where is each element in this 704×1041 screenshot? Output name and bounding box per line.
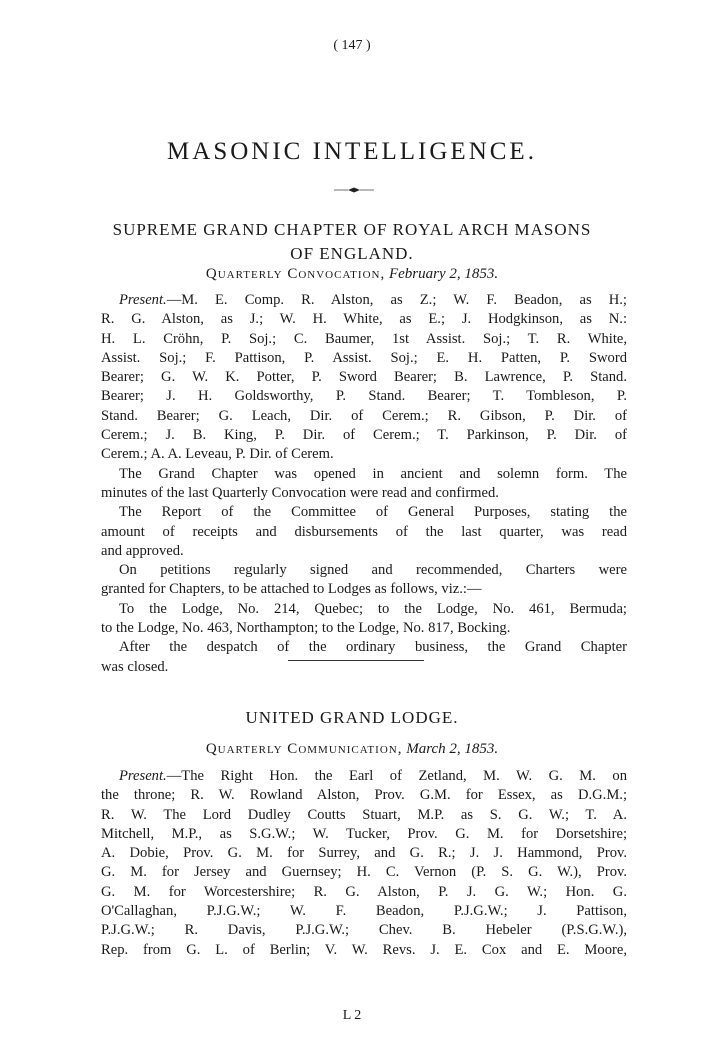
- section-1-body: [101, 291, 627, 677]
- signature-mark: L 2: [342, 1008, 362, 1023]
- paragraph-line: [101, 638, 627, 657]
- line-text: Cerem.; A. A. Leveau, P. Dir. of Cerem.: [101, 446, 334, 463]
- line-text: P.J.G.W.; R. Davis, P.J.G.W.; Chev. B. Hebeler (P.S.G.W.),: [101, 922, 627, 939]
- line-text: amount of receipts and disbursements of the last quarter, was read: [101, 523, 627, 540]
- paragraph-line: [101, 786, 627, 805]
- subheading-date: February 2, 1853.: [388, 266, 499, 282]
- line-text: Mitchell, M.P., as S.G.W.; W. Tucker, Prov. G. M. for Dorsetshire;: [101, 825, 627, 842]
- line-text: Rep. from G. L. of Berlin; V. W. Revs. J. E. Cox and E. Moore,: [101, 941, 627, 958]
- line-text: minutes of the last Quarterly Convocation were read and confirmed.: [101, 484, 499, 501]
- line-text: Bearer; J. H. Goldsworthy, P. Stand. Bearer; T. Tombleson, P.: [101, 388, 627, 405]
- paragraph-line: [101, 806, 627, 825]
- heading-line: UNITED GRAND LODGE.: [245, 708, 459, 727]
- line-text: Assist. Soj.; F. Pattison, P. Assist. Soj.; E. H. Patten, P. Sword: [101, 349, 627, 366]
- paragraph-line: [101, 465, 627, 484]
- paragraph-line: [101, 330, 627, 349]
- line-text: On petitions regularly signed and recommended, Charters were: [119, 562, 627, 579]
- paragraph-line: [101, 863, 627, 882]
- line-text: granted for Chapters, to be attached to Lodges as follows, viz.:—: [101, 581, 482, 598]
- paragraph-line: [101, 542, 627, 561]
- section-1-heading: [0, 218, 704, 266]
- paragraph-line: [101, 941, 627, 960]
- line-text: O'Callaghan, P.J.G.W.; W. F. Beadon, P.J.G.W.; J. Pattison,: [101, 903, 627, 920]
- paragraph-lead: Present.: [119, 768, 167, 784]
- paragraph-line: [101, 291, 627, 310]
- paragraph-line: [101, 580, 627, 599]
- heading-line: SUPREME GRAND CHAPTER OF ROYAL ARCH MASONS: [112, 220, 592, 239]
- page-title: MASONIC INTELLIGENCE.: [167, 138, 537, 165]
- line-text: The Report of the Committee of General Purposes, stating the: [119, 504, 627, 521]
- paragraph-line: [101, 902, 627, 921]
- paragraph-line: [101, 767, 627, 786]
- line-text: A. Dobie, Prov. G. M. for Surrey, and G. R.; J. J. Hammond, Prov.: [101, 845, 627, 862]
- paragraph-line: [101, 407, 627, 426]
- ornament-divider-icon: [334, 187, 374, 193]
- section-2-subheading: [0, 741, 704, 758]
- paragraph-line: [101, 368, 627, 387]
- line-text: —M. E. Comp. R. Alston, as Z.; W. F. Beadon, as H.;: [166, 292, 627, 308]
- subheading-caps: Quarterly Convocation,: [205, 266, 386, 282]
- line-text: Bearer; G. W. K. Potter, P. Sword Bearer; B. Lawrence, P. Stand.: [101, 369, 627, 386]
- line-text: After the despatch of the ordinary business, the Grand Chapter: [119, 639, 627, 656]
- paragraph-line: [101, 921, 627, 940]
- paragraph-line: [101, 523, 627, 542]
- subheading-caps: Quarterly Communication,: [205, 741, 403, 757]
- paragraph-line: [101, 484, 627, 503]
- paragraph-lead: Present.: [119, 292, 167, 308]
- paragraph-line: [101, 445, 627, 464]
- section-2-heading: [0, 706, 704, 730]
- paragraph-line: [101, 619, 627, 638]
- paragraph-line: [101, 825, 627, 844]
- line-text: R. G. Alston, as J.; W. H. White, as E.; J. Hodgkinson, as N.:: [101, 311, 627, 328]
- heading-line: OF ENGLAND.: [290, 244, 414, 263]
- section-divider: [288, 660, 424, 661]
- paragraph-line: [101, 387, 627, 406]
- section-2-body: [101, 767, 627, 960]
- paragraph-line: [101, 349, 627, 368]
- line-text: Cerem.; J. B. King, P. Dir. of Cerem.; T. Parkinson, P. Dir. of: [101, 427, 627, 444]
- page-number: ( 147 ): [333, 38, 371, 53]
- paragraph-line: [101, 600, 627, 619]
- line-text: The Grand Chapter was opened in ancient and solemn form. The: [119, 465, 627, 482]
- line-text: G. M. for Jersey and Guernsey; H. C. Vernon (P. S. G. W.), Prov.: [101, 864, 627, 881]
- paragraph-line: [101, 883, 627, 902]
- subheading-date: March 2, 1853.: [406, 741, 499, 757]
- paragraph-line: [101, 503, 627, 522]
- line-text: Stand. Bearer; G. Leach, Dir. of Cerem.; R. Gibson, P. Dir. of: [101, 407, 627, 424]
- line-text: and approved.: [101, 542, 184, 559]
- paragraph-line: [101, 310, 627, 329]
- section-1-subheading: [0, 266, 704, 283]
- line-text: to the Lodge, No. 463, Northampton; to the Lodge, No. 817, Bocking.: [101, 620, 511, 637]
- line-text: R. W. The Lord Dudley Coutts Stuart, M.P. as S. G. W.; T. A.: [101, 806, 627, 823]
- paragraph-line: [101, 561, 627, 580]
- line-text: G. M. for Worcestershire; R. G. Alston, P. J. G. W.; Hon. G.: [101, 883, 627, 900]
- line-text: was closed.: [101, 658, 169, 675]
- line-text: H. L. Cröhn, P. Soj.; C. Baumer, 1st Assist. Soj.; T. R. White,: [101, 330, 627, 347]
- paragraph-line: [101, 844, 627, 863]
- line-text: —The Right Hon. the Earl of Zetland, M. W. G. M. on: [166, 768, 627, 784]
- line-text: To the Lodge, No. 214, Quebec; to the Lodge, No. 461, Bermuda;: [119, 600, 627, 617]
- paragraph-line: [101, 426, 627, 445]
- line-text: the throne; R. W. Rowland Alston, Prov. G.M. for Essex, as D.G.M.;: [101, 787, 627, 804]
